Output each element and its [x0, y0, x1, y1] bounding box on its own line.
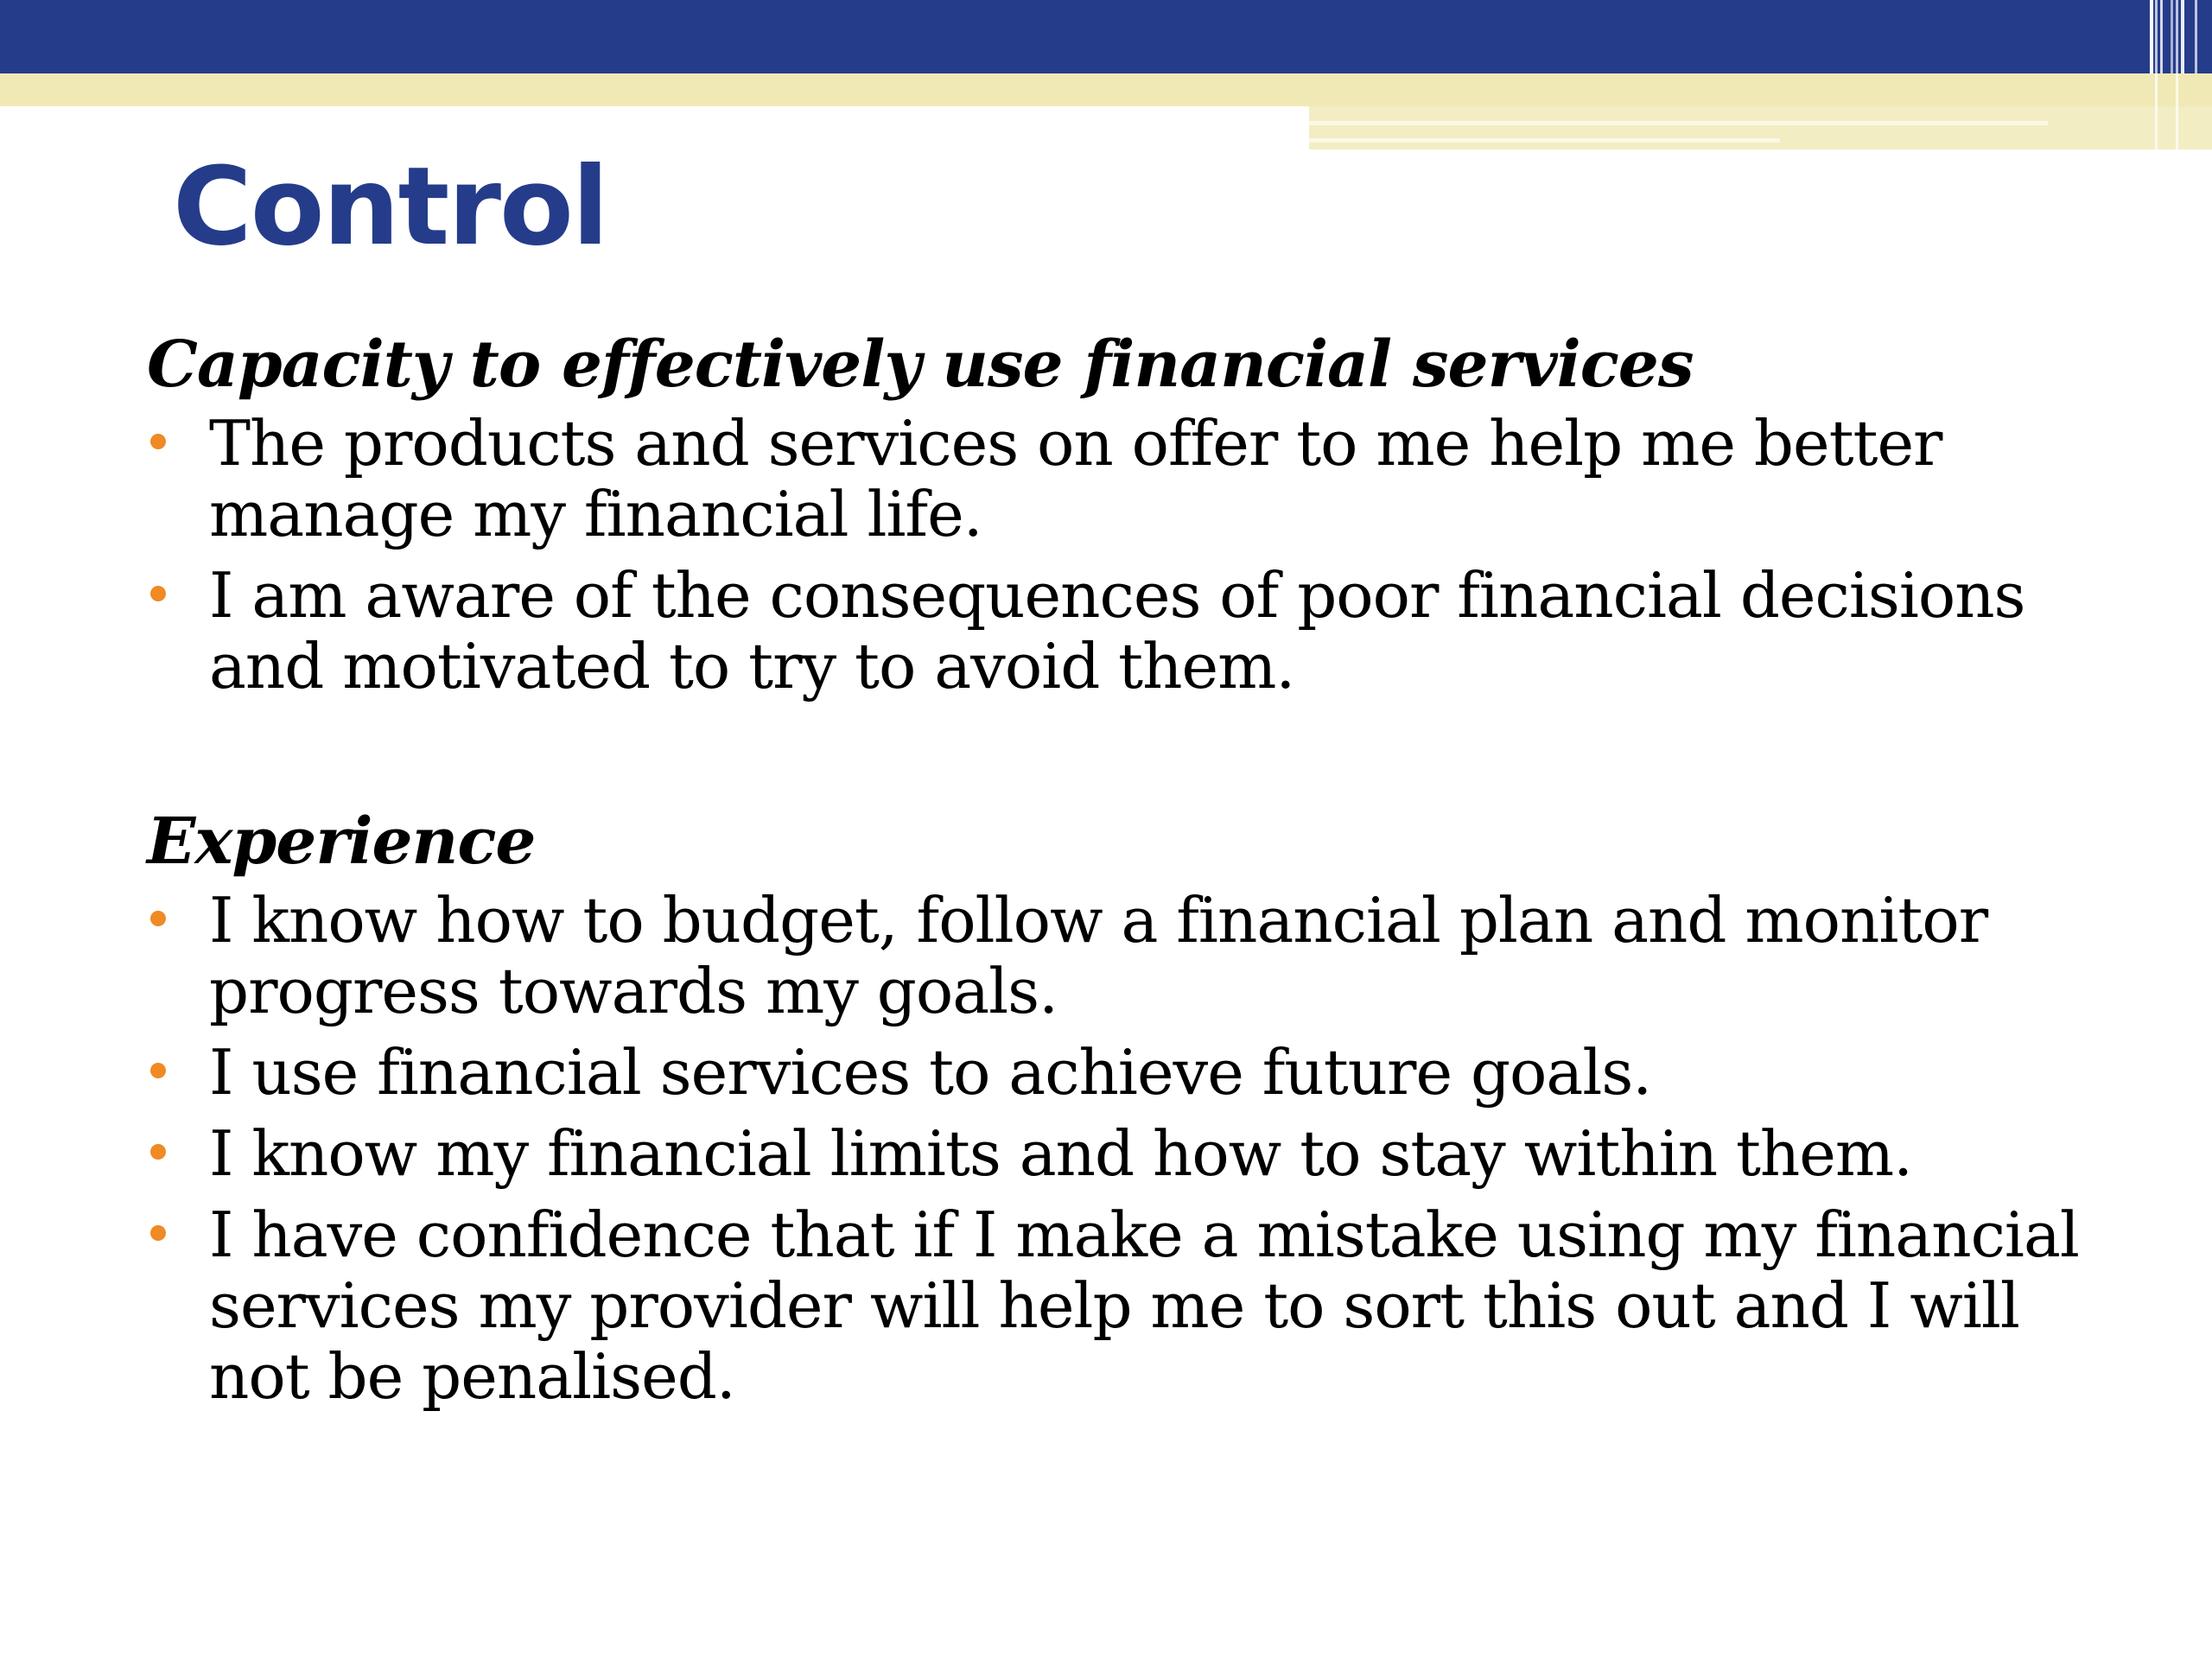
header-stripe [2150, 0, 2153, 73]
list-item [147, 560, 2126, 702]
accent-line [1309, 121, 2048, 125]
accent-line [1309, 138, 1780, 143]
header-stripe [2195, 0, 2197, 73]
list-item-text: I know my financial limits and how to stay within them. [209, 1117, 1913, 1190]
header-stripe [2160, 0, 2163, 73]
section-heading: Capacity to effectively use financial services [147, 327, 1694, 402]
list-item [147, 885, 2126, 1027]
bullet-list [147, 885, 2126, 1412]
bullet-icon [150, 1225, 166, 1241]
list-item [147, 1118, 2126, 1189]
header-band [0, 0, 2212, 73]
list-item-text: The products and services on offer to me help me better manage my financial life. [209, 407, 1942, 550]
header-stripe [2181, 0, 2184, 73]
section-heading: Experience [147, 804, 536, 879]
accent-band [0, 73, 2212, 106]
bullet-icon [150, 1063, 166, 1078]
list-item-text: I am aware of the consequences of poor financial decisions and motivated to try to avoid them. [209, 559, 2025, 702]
accent-band-lower [1309, 106, 2212, 149]
slide-title: Control [173, 144, 607, 270]
list-item-text: I use financial services to achieve future goals. [209, 1036, 1652, 1109]
section-spacer [147, 712, 2126, 798]
list-item [147, 1037, 2126, 1108]
edge-stripe [2176, 0, 2178, 151]
bullet-icon [150, 434, 166, 449]
header-stripe [2171, 0, 2173, 73]
bullet-icon [150, 1144, 166, 1160]
list-item-text: I know how to budget, follow a financial plan and monitor progress towards my goals. [209, 884, 1988, 1027]
bullet-icon [150, 586, 166, 601]
section-capacity [147, 321, 2126, 702]
slide-body [147, 321, 2126, 1422]
list-item-text: I have confidence that if I make a mistake using my financial services my provider will help me to sort this out and I will not be penalised. [209, 1198, 2079, 1413]
bullet-icon [150, 911, 166, 926]
edge-stripe [2155, 0, 2158, 151]
list-item [147, 1199, 2126, 1412]
bullet-list [147, 408, 2126, 702]
list-item [147, 408, 2126, 550]
section-experience [147, 798, 2126, 1412]
